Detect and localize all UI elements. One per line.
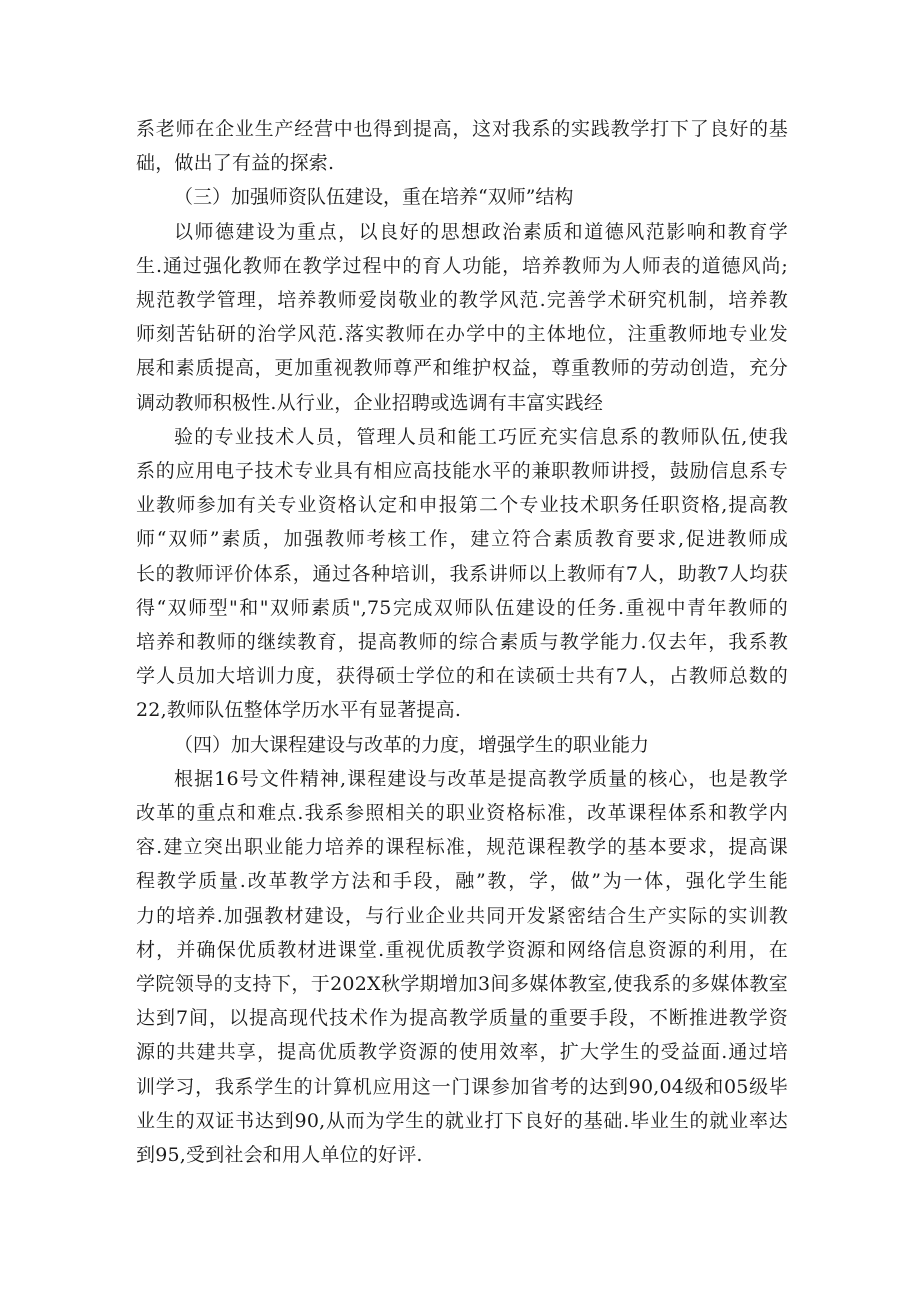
text-line: 学人员加大培训力度，获得硕士学位的和在读硕士共有7人，占教师总数的 [136, 665, 788, 688]
text-line: 到95,受到社会和用人单位的好评. [136, 1144, 423, 1167]
text-line: 根据16号文件精神,课程建设与改革是提高教学质量的核心，也是教学 [174, 767, 788, 790]
text-line: 调动教师积极性.从行业，企业招聘或选调有丰富实践经 [136, 391, 604, 414]
text-line: 得“双师型"和"双师素质",75完成双师队伍建设的任务.重视中青年教师的 [136, 596, 788, 619]
text-line: 学院领导的支持下，于202X秋学期增加3间多媒体教室,使我系的多媒体教室 [136, 973, 788, 996]
text-line: 以师德建设为重点，以良好的思想政治素质和道德风范影响和教育学 [174, 220, 788, 243]
text-line: 规范教学管理，培养教师爱岗敬业的教学风范.完善学术研究机制，培养教 [136, 289, 788, 312]
text-line: 程教学质量.改革教学方法和手段，融”教，学，做”为一体，强化学生能 [136, 870, 788, 893]
text-line: 础，做出了有益的探索. [136, 152, 335, 175]
text-line: 改革的重点和难点.我系参照相关的职业资格标准，改革课程体系和教学内 [136, 802, 788, 825]
paragraph-intro [136, 112, 788, 180]
text-line: 生.通过强化教师在教学过程中的育人功能，培养教师为人师表的道德风尚; [136, 254, 788, 277]
text-line: 材，并确保优质教材进课堂.重视优质教学资源和网络信息资源的利用，在 [136, 938, 788, 961]
document-page [136, 112, 788, 1172]
text-line: 长的教师评价体系，通过各种培训，我系讲师以上教师有7人，助教7人均获 [136, 562, 788, 585]
text-line: 验的专业技术人员，管理人员和能工巧匠充实信息系的教师队伍,使我 [174, 425, 788, 448]
text-line: 系的应用电子技术专业具有相应高技能水平的兼职教师讲授，鼓励信息系专 [136, 460, 788, 483]
paragraph-curriculum [136, 762, 788, 1172]
paragraph-teacher-team [136, 420, 788, 728]
text-line: 业生的双证书达到90,从而为学生的就业打下良好的基础.毕业生的就业率达 [136, 1109, 788, 1132]
text-line: 师“双师”素质，加强教师考核工作，建立符合素质教育要求,促进教师成 [136, 528, 788, 551]
text-line: 师刻苦钻研的治学风范.落实教师在办学中的主体地位，注重教师地专业发 [136, 323, 788, 346]
text-line: 力的培养.加强教材建设，与行业企业共同开发紧密结合生产实际的实训教 [136, 904, 788, 927]
text-line: 22,教师队伍整体学历水平有显著提高. [136, 699, 462, 722]
text-line: 容.建立突出职业能力培养的课程标准，规范课程教学的基本要求，提高课 [136, 836, 788, 859]
paragraph-teacher-ethics [136, 215, 788, 420]
text-line: 训学习，我系学生的计算机应用这一门课参加省考的达到90,04级和05级毕 [136, 1075, 788, 1098]
text-line: 源的共建共享，提高优质教学资源的使用效率，扩大学生的受益面.通过培 [136, 1041, 788, 1064]
text-line: 展和素质提高，更加重视教师尊严和维护权益，尊重教师的劳动创造，充分 [136, 357, 788, 380]
text-line: 培养和教师的继续教育，提高教师的综合素质与教学能力.仅去年，我系教 [136, 631, 788, 654]
text-line: 系老师在企业生产经营中也得到提高，这对我系的实践教学打下了良好的基 [136, 118, 788, 140]
text-line: 达到7间，以提高现代技术作为提高教学质量的重要手段，不断推进教学资 [136, 1007, 788, 1030]
text-line: 业教师参加有关专业资格认定和申报第二个专业技术职务任职资格,提高教 [136, 494, 788, 517]
section-heading-4: （四）加大课程建设与改革的力度，增强学生的职业能力 [174, 733, 650, 756]
section-heading-3: （三）加强师资队伍建设，重在培养“双师”结构 [174, 186, 574, 209]
